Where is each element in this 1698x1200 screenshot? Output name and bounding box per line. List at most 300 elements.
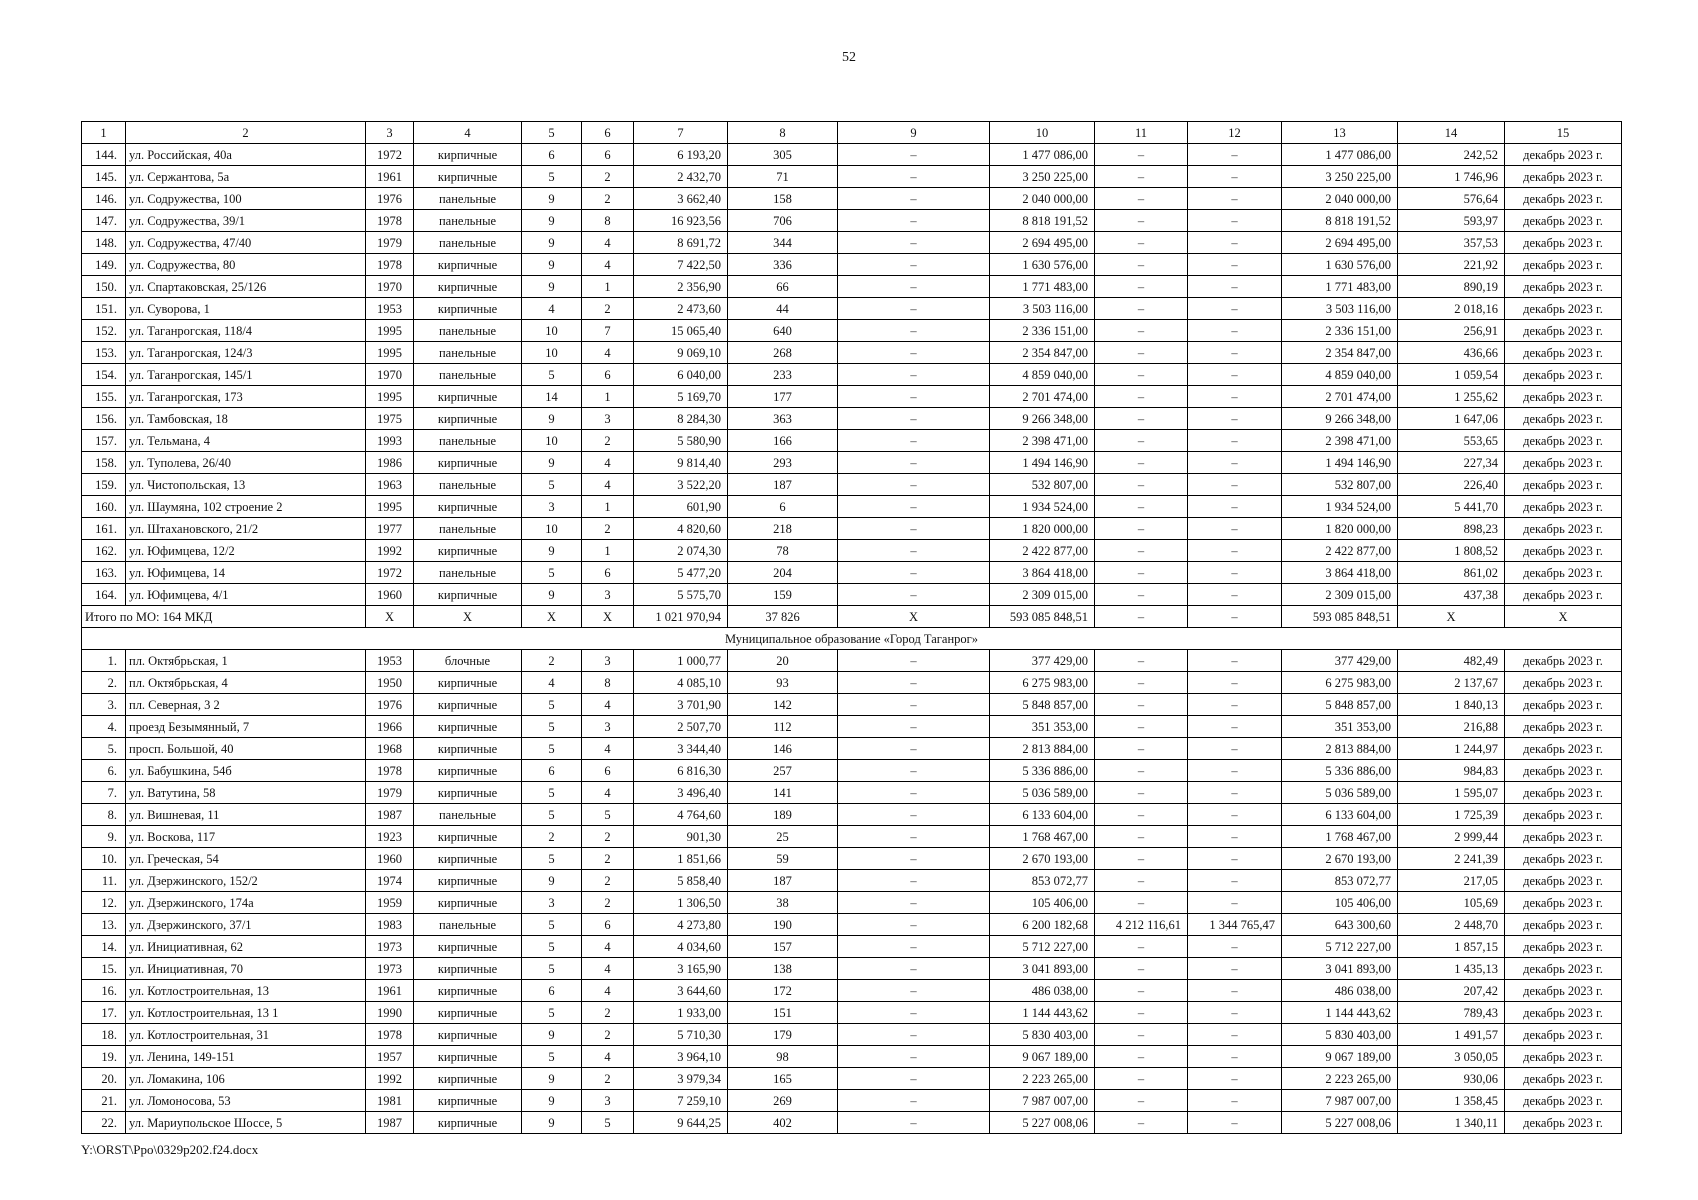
table-cell: –: [838, 672, 990, 694]
table-cell: 9: [522, 584, 582, 606]
table-cell: 6 133 604,00: [990, 804, 1095, 826]
table-cell: 2: [582, 848, 634, 870]
table-cell: –: [1095, 320, 1188, 342]
table-cell: –: [1095, 1024, 1188, 1046]
table-cell: 9 814,40: [634, 452, 728, 474]
table-cell: ул. Содружества, 100: [126, 188, 366, 210]
table-cell: 1978: [366, 760, 414, 782]
table-cell: 187: [728, 474, 838, 496]
table-cell: 5: [522, 738, 582, 760]
table-row: [82, 496, 1622, 518]
table-cell: ул. Таганрогская, 173: [126, 386, 366, 408]
table-cell: 1 820 000,00: [990, 518, 1095, 540]
table-cell: 3: [522, 496, 582, 518]
column-number: 10: [990, 122, 1095, 144]
table-cell: 1 595,07: [1398, 782, 1505, 804]
table-cell: 12.: [82, 892, 126, 914]
table-cell: 293: [728, 452, 838, 474]
table-cell: –: [838, 914, 990, 936]
table-cell: 4: [582, 474, 634, 496]
table-cell: 2 422 877,00: [1282, 540, 1398, 562]
table-cell: 5 712 227,00: [990, 936, 1095, 958]
table-cell: –: [838, 188, 990, 210]
table-cell: 158.: [82, 452, 126, 474]
table-cell: –: [838, 782, 990, 804]
table-cell: 5: [522, 364, 582, 386]
table-cell: 1953: [366, 650, 414, 672]
table-cell: кирпичные: [414, 1090, 522, 1112]
table-cell: 2 398 471,00: [990, 430, 1095, 452]
table-cell: –: [838, 254, 990, 276]
table-cell: ул. Штахановского, 21/2: [126, 518, 366, 540]
table-row: [82, 672, 1622, 694]
table-cell: 2 018,16: [1398, 298, 1505, 320]
table-cell: 890,19: [1398, 276, 1505, 298]
table-cell: 1961: [366, 166, 414, 188]
table-cell: –: [1095, 584, 1188, 606]
table-cell: –: [838, 1090, 990, 1112]
table-cell: ул. Суворова, 1: [126, 298, 366, 320]
table-cell: ул. Спартаковская, 25/126: [126, 276, 366, 298]
column-number-row: [82, 122, 1622, 144]
section-row: [82, 628, 1622, 650]
section-title: Муниципальное образование «Город Таганрог»: [82, 628, 1622, 650]
table-cell: панельные: [414, 914, 522, 936]
table-cell: ул. Ленина, 149-151: [126, 1046, 366, 1068]
column-number: 7: [634, 122, 728, 144]
table-cell: ул. Юфимцева, 12/2: [126, 540, 366, 562]
table-cell: кирпичные: [414, 166, 522, 188]
table-cell: –: [838, 584, 990, 606]
table-cell: 5: [522, 936, 582, 958]
table-cell: 1986: [366, 452, 414, 474]
table-cell: –: [1095, 936, 1188, 958]
table-row: [82, 738, 1622, 760]
table-cell: кирпичные: [414, 452, 522, 474]
table-cell: 93: [728, 672, 838, 694]
table-cell: 4 859 040,00: [990, 364, 1095, 386]
table-cell: 2 670 193,00: [990, 848, 1095, 870]
table-cell: 3: [582, 1090, 634, 1112]
table-cell: 9 067 189,00: [990, 1046, 1095, 1068]
table-cell: 268: [728, 342, 838, 364]
total-cell: X: [582, 606, 634, 628]
table-cell: кирпичные: [414, 958, 522, 980]
table-cell: декабрь 2023 г.: [1505, 804, 1622, 826]
table-cell: 3 864 418,00: [990, 562, 1095, 584]
table-row: [82, 716, 1622, 738]
table-cell: ул. Дзержинского, 37/1: [126, 914, 366, 936]
table-cell: 1973: [366, 958, 414, 980]
table-cell: 162.: [82, 540, 126, 562]
table-row: [82, 1068, 1622, 1090]
table-cell: 4 085,10: [634, 672, 728, 694]
table-cell: 9: [522, 452, 582, 474]
table-cell: –: [1188, 1024, 1282, 1046]
table-cell: 4 820,60: [634, 518, 728, 540]
table-cell: 9 069,10: [634, 342, 728, 364]
table-cell: 269: [728, 1090, 838, 1112]
table-cell: –: [1095, 232, 1188, 254]
table-cell: –: [1188, 1112, 1282, 1134]
table-cell: 2 354 847,00: [990, 342, 1095, 364]
table-cell: 5: [522, 474, 582, 496]
table-cell: –: [838, 804, 990, 826]
table-cell: 141: [728, 782, 838, 804]
table-cell: ул. Содружества, 39/1: [126, 210, 366, 232]
table-cell: панельные: [414, 562, 522, 584]
table-cell: 901,30: [634, 826, 728, 848]
table-cell: 153.: [82, 342, 126, 364]
table-cell: –: [838, 276, 990, 298]
table-cell: 2: [582, 1002, 634, 1024]
table-cell: декабрь 2023 г.: [1505, 254, 1622, 276]
table-cell: 789,43: [1398, 1002, 1505, 1024]
table-cell: 2 999,44: [1398, 826, 1505, 848]
table-cell: 154.: [82, 364, 126, 386]
table-cell: декабрь 2023 г.: [1505, 298, 1622, 320]
table-cell: кирпичные: [414, 1002, 522, 1024]
table-cell: 1 344 765,47: [1188, 914, 1282, 936]
file-path-footer: Y:\ORST\Ppo\0329p202.f24.docx: [81, 1142, 259, 1157]
table-cell: –: [1188, 320, 1282, 342]
table-cell: –: [1188, 936, 1282, 958]
table-cell: декабрь 2023 г.: [1505, 1002, 1622, 1024]
table-cell: 1995: [366, 342, 414, 364]
table-cell: 1 857,15: [1398, 936, 1505, 958]
table-cell: –: [1188, 276, 1282, 298]
table-cell: 853 072,77: [990, 870, 1095, 892]
table-cell: 5: [522, 1002, 582, 1024]
table-cell: –: [1095, 540, 1188, 562]
table-cell: 2 241,39: [1398, 848, 1505, 870]
table-cell: 105,69: [1398, 892, 1505, 914]
table-cell: 2 670 193,00: [1282, 848, 1398, 870]
table-cell: кирпичные: [414, 716, 522, 738]
table-cell: –: [1188, 1046, 1282, 1068]
table-cell: декабрь 2023 г.: [1505, 1046, 1622, 1068]
table-cell: декабрь 2023 г.: [1505, 738, 1622, 760]
table-cell: 1993: [366, 430, 414, 452]
table-cell: 6: [582, 914, 634, 936]
table-cell: ул. Таганрогская, 118/4: [126, 320, 366, 342]
table-row: [82, 1002, 1622, 1024]
table-cell: 9 266 348,00: [990, 408, 1095, 430]
table-cell: –: [1188, 430, 1282, 452]
total-cell: X: [838, 606, 990, 628]
table-cell: –: [838, 980, 990, 1002]
table-cell: –: [838, 496, 990, 518]
table-cell: 7.: [82, 782, 126, 804]
table-cell: 6 193,20: [634, 144, 728, 166]
table-cell: 363: [728, 408, 838, 430]
table-cell: –: [838, 1068, 990, 1090]
column-number: 2: [126, 122, 366, 144]
table-cell: 6 040,00: [634, 364, 728, 386]
table-cell: 6: [522, 760, 582, 782]
table-cell: –: [1095, 892, 1188, 914]
table-cell: –: [1188, 408, 1282, 430]
table-cell: 4: [582, 342, 634, 364]
table-cell: 13.: [82, 914, 126, 936]
table-cell: 2: [522, 650, 582, 672]
table-cell: 105 406,00: [1282, 892, 1398, 914]
table-cell: 1: [582, 276, 634, 298]
table-cell: –: [1188, 584, 1282, 606]
table-cell: –: [838, 562, 990, 584]
table-cell: 149.: [82, 254, 126, 276]
table-cell: 5 575,70: [634, 584, 728, 606]
table-cell: 6 816,30: [634, 760, 728, 782]
table-cell: 5 227 008,06: [990, 1112, 1095, 1134]
table-cell: 5: [522, 562, 582, 584]
table-cell: 3 041 893,00: [1282, 958, 1398, 980]
table-row: [82, 892, 1622, 914]
table-cell: панельные: [414, 232, 522, 254]
table-cell: 1960: [366, 584, 414, 606]
table-cell: кирпичные: [414, 936, 522, 958]
table-cell: 25: [728, 826, 838, 848]
table-cell: 2 336 151,00: [1282, 320, 1398, 342]
table-cell: 98: [728, 1046, 838, 1068]
table-cell: 3 503 116,00: [990, 298, 1095, 320]
table-cell: 4: [522, 672, 582, 694]
table-cell: 6 275 983,00: [990, 672, 1095, 694]
table-cell: –: [1188, 826, 1282, 848]
table-cell: 9: [522, 1090, 582, 1112]
table-cell: –: [1188, 298, 1282, 320]
table-cell: 9: [522, 188, 582, 210]
table-cell: –: [838, 1046, 990, 1068]
table-cell: 5: [522, 804, 582, 826]
table-cell: 216,88: [1398, 716, 1505, 738]
table-cell: 16.: [82, 980, 126, 1002]
table-row: [82, 804, 1622, 826]
table-cell: 2 040 000,00: [990, 188, 1095, 210]
table-cell: –: [1095, 760, 1188, 782]
column-number: 3: [366, 122, 414, 144]
table-cell: 4: [582, 738, 634, 760]
table-cell: 486 038,00: [1282, 980, 1398, 1002]
table-cell: 8: [582, 672, 634, 694]
table-cell: –: [838, 210, 990, 232]
table-cell: 10.: [82, 848, 126, 870]
table-cell: ул. Бабушкина, 54б: [126, 760, 366, 782]
table-cell: 5 830 403,00: [990, 1024, 1095, 1046]
table-cell: 2: [582, 1024, 634, 1046]
table-cell: 5.: [82, 738, 126, 760]
table-cell: 6 133 604,00: [1282, 804, 1398, 826]
table-cell: 5: [522, 958, 582, 980]
table-cell: кирпичные: [414, 1112, 522, 1134]
table-cell: 5 848 857,00: [1282, 694, 1398, 716]
table-cell: 1995: [366, 496, 414, 518]
table-cell: декабрь 2023 г.: [1505, 694, 1622, 716]
table-cell: 158: [728, 188, 838, 210]
table-cell: –: [838, 738, 990, 760]
table-cell: 164.: [82, 584, 126, 606]
table-cell: 1 808,52: [1398, 540, 1505, 562]
table-cell: –: [1095, 826, 1188, 848]
table-cell: ул. Котлостроительная, 31: [126, 1024, 366, 1046]
table-cell: 1 771 483,00: [990, 276, 1095, 298]
table-cell: 351 353,00: [1282, 716, 1398, 738]
table-cell: 4 212 116,61: [1095, 914, 1188, 936]
table-row: [82, 540, 1622, 562]
table-cell: 11.: [82, 870, 126, 892]
table-cell: 1960: [366, 848, 414, 870]
table-cell: 4 034,60: [634, 936, 728, 958]
table-cell: 1 435,13: [1398, 958, 1505, 980]
table-cell: –: [1188, 672, 1282, 694]
table-cell: 5 830 403,00: [1282, 1024, 1398, 1046]
table-cell: –: [838, 936, 990, 958]
table-cell: 161.: [82, 518, 126, 540]
table-cell: –: [838, 540, 990, 562]
table-cell: –: [1095, 386, 1188, 408]
table-cell: 2: [582, 1068, 634, 1090]
table-cell: –: [1188, 1002, 1282, 1024]
table-cell: 16 923,56: [634, 210, 728, 232]
table-cell: 112: [728, 716, 838, 738]
table-cell: 7 987 007,00: [1282, 1090, 1398, 1112]
table-row: [82, 1046, 1622, 1068]
table-cell: декабрь 2023 г.: [1505, 496, 1622, 518]
table-cell: –: [1095, 166, 1188, 188]
table-cell: 2 223 265,00: [1282, 1068, 1398, 1090]
table-cell: 151: [728, 1002, 838, 1024]
table-cell: декабрь 2023 г.: [1505, 1090, 1622, 1112]
table-cell: –: [838, 694, 990, 716]
table-cell: панельные: [414, 364, 522, 386]
table-cell: ул. Сержантова, 5а: [126, 166, 366, 188]
table-row: [82, 914, 1622, 936]
table-cell: кирпичные: [414, 870, 522, 892]
table-cell: кирпичные: [414, 540, 522, 562]
total-cell: X: [414, 606, 522, 628]
table-cell: 146.: [82, 188, 126, 210]
column-number: 14: [1398, 122, 1505, 144]
table-cell: –: [838, 474, 990, 496]
table-cell: 4: [582, 254, 634, 276]
table-cell: 643 300,60: [1282, 914, 1398, 936]
table-cell: 930,06: [1398, 1068, 1505, 1090]
table-cell: 853 072,77: [1282, 870, 1398, 892]
table-cell: пл. Октябрьская, 1: [126, 650, 366, 672]
table-cell: –: [838, 430, 990, 452]
table-cell: декабрь 2023 г.: [1505, 386, 1622, 408]
table-cell: –: [1095, 518, 1188, 540]
table-row: [82, 452, 1622, 474]
table-cell: 3 522,20: [634, 474, 728, 496]
table-cell: 9: [522, 540, 582, 562]
table-cell: декабрь 2023 г.: [1505, 650, 1622, 672]
table-cell: кирпичные: [414, 782, 522, 804]
table-cell: декабрь 2023 г.: [1505, 144, 1622, 166]
table-cell: –: [1095, 650, 1188, 672]
table-cell: 71: [728, 166, 838, 188]
table-cell: 1978: [366, 1024, 414, 1046]
table-cell: 146: [728, 738, 838, 760]
table-cell: ул. Юфимцева, 4/1: [126, 584, 366, 606]
table-cell: ул. Дзержинского, 152/2: [126, 870, 366, 892]
table-row: [82, 870, 1622, 892]
table-cell: –: [1095, 254, 1188, 276]
table-cell: –: [1188, 342, 1282, 364]
table-cell: –: [1188, 386, 1282, 408]
table-cell: –: [1095, 452, 1188, 474]
table-cell: –: [1188, 364, 1282, 386]
table-cell: –: [1095, 716, 1188, 738]
table-cell: –: [1188, 452, 1282, 474]
table-cell: 984,83: [1398, 760, 1505, 782]
table-row: [82, 562, 1622, 584]
total-label: Итого по МО: 164 МКД: [82, 606, 366, 628]
table-cell: 3 644,60: [634, 980, 728, 1002]
table-cell: 1 000,77: [634, 650, 728, 672]
column-number: 15: [1505, 122, 1622, 144]
table-cell: декабрь 2023 г.: [1505, 914, 1622, 936]
table-cell: 1961: [366, 980, 414, 1002]
table-row: [82, 1024, 1622, 1046]
table-cell: 1: [582, 386, 634, 408]
table-cell: 5 336 886,00: [1282, 760, 1398, 782]
table-cell: 3 864 418,00: [1282, 562, 1398, 584]
table-row: [82, 980, 1622, 1002]
table-cell: декабрь 2023 г.: [1505, 166, 1622, 188]
table-cell: 10: [522, 518, 582, 540]
table-cell: 21.: [82, 1090, 126, 1112]
table-cell: 2: [582, 298, 634, 320]
table-row: [82, 232, 1622, 254]
table-cell: кирпичные: [414, 298, 522, 320]
table-cell: 593,97: [1398, 210, 1505, 232]
table-cell: 6 275 983,00: [1282, 672, 1398, 694]
table-cell: 144.: [82, 144, 126, 166]
table-cell: кирпичные: [414, 672, 522, 694]
table-cell: 3: [582, 716, 634, 738]
table-cell: 1977: [366, 518, 414, 540]
table-cell: 1995: [366, 386, 414, 408]
table-cell: 159: [728, 584, 838, 606]
table-cell: 2 356,90: [634, 276, 728, 298]
table-cell: кирпичные: [414, 1068, 522, 1090]
table-cell: ул. Котлостроительная, 13: [126, 980, 366, 1002]
table-cell: 1 934 524,00: [990, 496, 1095, 518]
table-cell: 1 255,62: [1398, 386, 1505, 408]
table-row: [82, 254, 1622, 276]
table-cell: кирпичные: [414, 386, 522, 408]
table-cell: 5 336 886,00: [990, 760, 1095, 782]
table-cell: 1979: [366, 232, 414, 254]
table-cell: 2 040 000,00: [1282, 188, 1398, 210]
table-cell: –: [1188, 474, 1282, 496]
table-cell: 3 250 225,00: [1282, 166, 1398, 188]
table-cell: 6: [522, 144, 582, 166]
table-cell: –: [1188, 804, 1282, 826]
table-cell: 898,23: [1398, 518, 1505, 540]
table-row: [82, 166, 1622, 188]
table-cell: 436,66: [1398, 342, 1505, 364]
table-cell: 377 429,00: [1282, 650, 1398, 672]
table-cell: декабрь 2023 г.: [1505, 584, 1622, 606]
table-cell: 2: [582, 892, 634, 914]
total-cell: –: [1188, 606, 1282, 628]
table-cell: 78: [728, 540, 838, 562]
table-cell: –: [1095, 276, 1188, 298]
table-cell: декабрь 2023 г.: [1505, 474, 1622, 496]
table-cell: –: [1188, 562, 1282, 584]
